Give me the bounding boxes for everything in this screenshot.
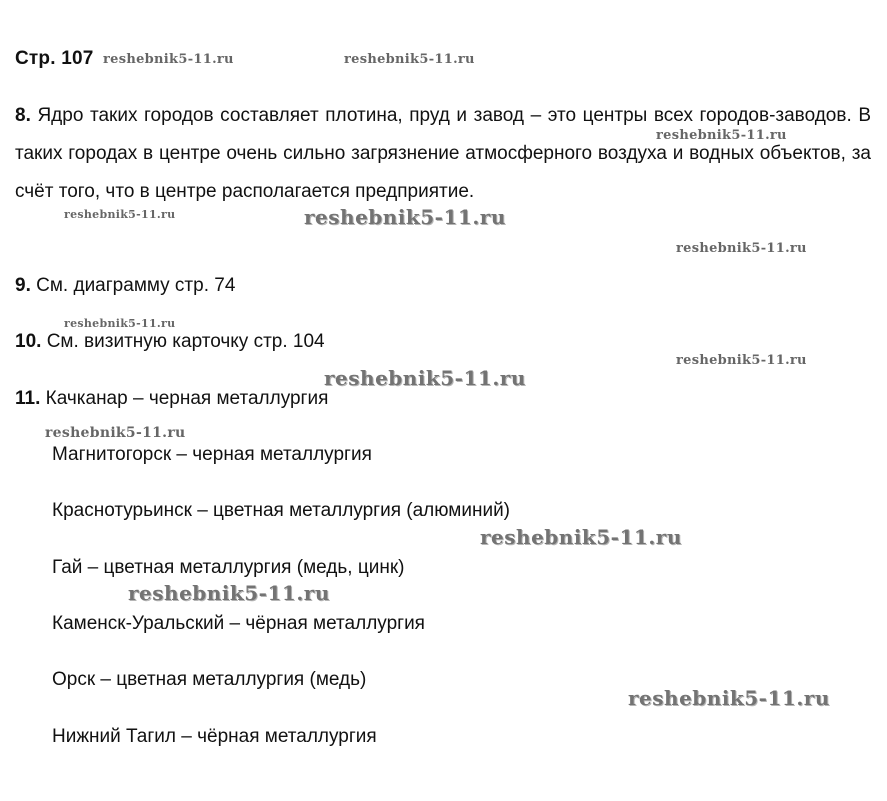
answer-8 <box>15 97 871 211</box>
watermark: reshebnik5-11.ru <box>656 128 787 143</box>
page-number-label: Стр. 107 <box>15 48 94 69</box>
answer-8-text: Ядро таких городов составляет плотина, пруд и завод – это центры всех городов-заводов. В таких городах в центре очень сильно загрязнение атмосферного воздуха и водных объектов, за счёт того, что в центре располагается предприятие. <box>15 105 871 202</box>
answer-9-number: 9. <box>15 275 31 296</box>
list-item: Орск – цветная металлургия (медь) <box>52 669 367 690</box>
watermark: reshebnik5-11.ru <box>103 52 234 67</box>
answer-11 <box>15 380 871 418</box>
answer-8-number: 8. <box>15 105 31 126</box>
watermark: reshebnik5-11.ru <box>344 52 475 67</box>
list-item: Краснотурьинск – цветная металлургия (алюминий) <box>52 500 511 521</box>
list-item: Каменск-Уральский – чёрная металлургия <box>52 613 425 634</box>
list-item: Гай – цветная металлургия (медь, цинк) <box>52 557 405 578</box>
watermark: reshebnik5-11.ru <box>324 366 526 390</box>
answer-11-number: 11. <box>15 388 41 409</box>
watermark: reshebnik5-11.ru <box>64 208 176 221</box>
list-item: Магнитогорск – черная металлургия <box>52 444 372 465</box>
answer-10 <box>15 323 871 361</box>
answer-9 <box>15 267 871 305</box>
answer-9-text: См. диаграмму стр. 74 <box>36 275 236 296</box>
watermark: reshebnik5-11.ru <box>628 686 830 710</box>
answer-10-text: См. визитную карточку стр. 104 <box>46 331 325 352</box>
watermark: reshebnik5-11.ru <box>480 525 682 549</box>
watermark: reshebnik5-11.ru <box>45 425 186 441</box>
answer-10-number: 10. <box>15 331 42 352</box>
watermark: reshebnik5-11.ru <box>676 353 807 368</box>
watermark: reshebnik5-11.ru <box>64 317 176 330</box>
watermark: reshebnik5-11.ru <box>128 581 330 605</box>
watermark: reshebnik5-11.ru <box>676 241 807 256</box>
watermark: reshebnik5-11.ru <box>304 205 506 229</box>
answer-11-first-item: Качканар – черная металлургия <box>45 388 329 409</box>
list-item: Нижний Тагил – чёрная металлургия <box>52 726 377 747</box>
